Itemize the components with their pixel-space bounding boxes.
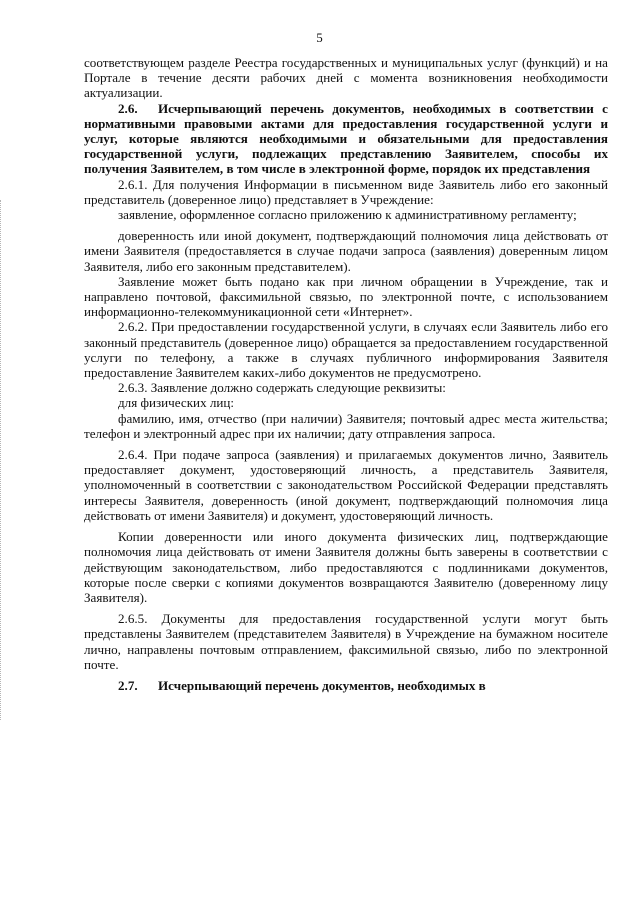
paragraph-2-6-4: 2.6.4. При подаче запроса (заявления) и прилагаемых документов лично, Заявитель предоставляет документ, удостоверяющий личность, а представитель Заявителя, уполномоченный в соответствии с законодательством Российской Федерации представлять интересы Заявителя, доверенность (иной документ, подтверждающий полномочия лица действовать от имени Заявителя) и документ, удостоверяющий личность. (84, 447, 608, 523)
paragraph-zayavlenie: заявление, оформленное согласно приложению к административному регламенту; (118, 207, 577, 223)
paragraph-sposoby-podachi: Заявление может быть подано как при личном обращении в Учреждение, так и направлено почтовой, факсимильной связью, по электронной почте, с использованием информационно-телекоммуникационной сети «Интернет». (84, 273, 608, 320)
paragraph-rekvizity: фамилию, имя, отчество (при наличии) Заявителя; почтовый адрес места жительства; телефон и электронный адрес при их наличии; дату отправления запроса. (84, 410, 608, 441)
paragraph-2-6-5: 2.6.5. Документы для предоставления государственной услуги могут быть представлены Заявителем (представителем Заявителя) в Учреждение на бумажном носителе лично, направлены почтовым отправлением, факсимильной связью, либо по электронной почте. (84, 611, 608, 672)
section-heading-2-7 (84, 678, 608, 693)
section-title: Исчерпывающий перечень документов, необходимых в (158, 677, 486, 693)
paragraph-fiz-lic: для физических лиц: (118, 395, 235, 411)
section-title: Исчерпывающий перечень документов, необходимых в соответствии с нормативными правовыми актами для предоставления государственной услуги и услуг, которые являются необходимыми и обязательными для предоставления государственной услуги, подлежащих представлению Заявителем, способы их получения Заявителем, в том числе в электронной форме, порядок их представления (84, 100, 608, 177)
page-number: 5 (316, 30, 323, 45)
paragraph-kopii: Копии доверенности или иного документа физических лиц, подтверждающие полномочия лица действовать от имени Заявителя должны быть заверены в соответствии с действующим законодательством, либо предоставляются с подлинниками документов, которые после сверки с копиями документов возвращаются Заявителю (доверенному лицу Заявителя). (84, 529, 608, 605)
paragraph-2-6-2: 2.6.2. При предоставлении государственной услуги, в случаях если Заявитель либо его законный представитель (доверенное лицо) обращается за предоставлением государственной услуги по телефону, а также в случаях публичного информирования Заявителя предоставление Заявителем каких-либо документов не предусмотрено. (84, 319, 608, 381)
section-number: 2.6. (118, 100, 138, 116)
scan-margin-marks (0, 200, 3, 720)
paragraph-doverennost: доверенность или иной документ, подтверждающий полномочия лица действовать от имени Заявителя (предоставляется в случае подачи запроса (заявления) доверенным лицом Заявителя, либо его законным представителем). (84, 228, 608, 274)
document-body (84, 55, 608, 693)
section-heading-2-6 (84, 101, 608, 177)
paragraph-continuation: соответствующем разделе Реестра государственных и муниципальных услуг (функций) и на Портале в течение десяти рабочих дней с момента возникновения необходимости актуализации. (84, 55, 608, 101)
paragraph-2-6-1: 2.6.1. Для получения Информации в письменном виде Заявитель либо его законный представитель (доверенное лицо) представляет в Учреждение: (84, 176, 608, 207)
section-number: 2.7. (118, 677, 138, 693)
paragraph-2-6-3: 2.6.3. Заявление должно содержать следующие реквизиты: (118, 380, 446, 396)
